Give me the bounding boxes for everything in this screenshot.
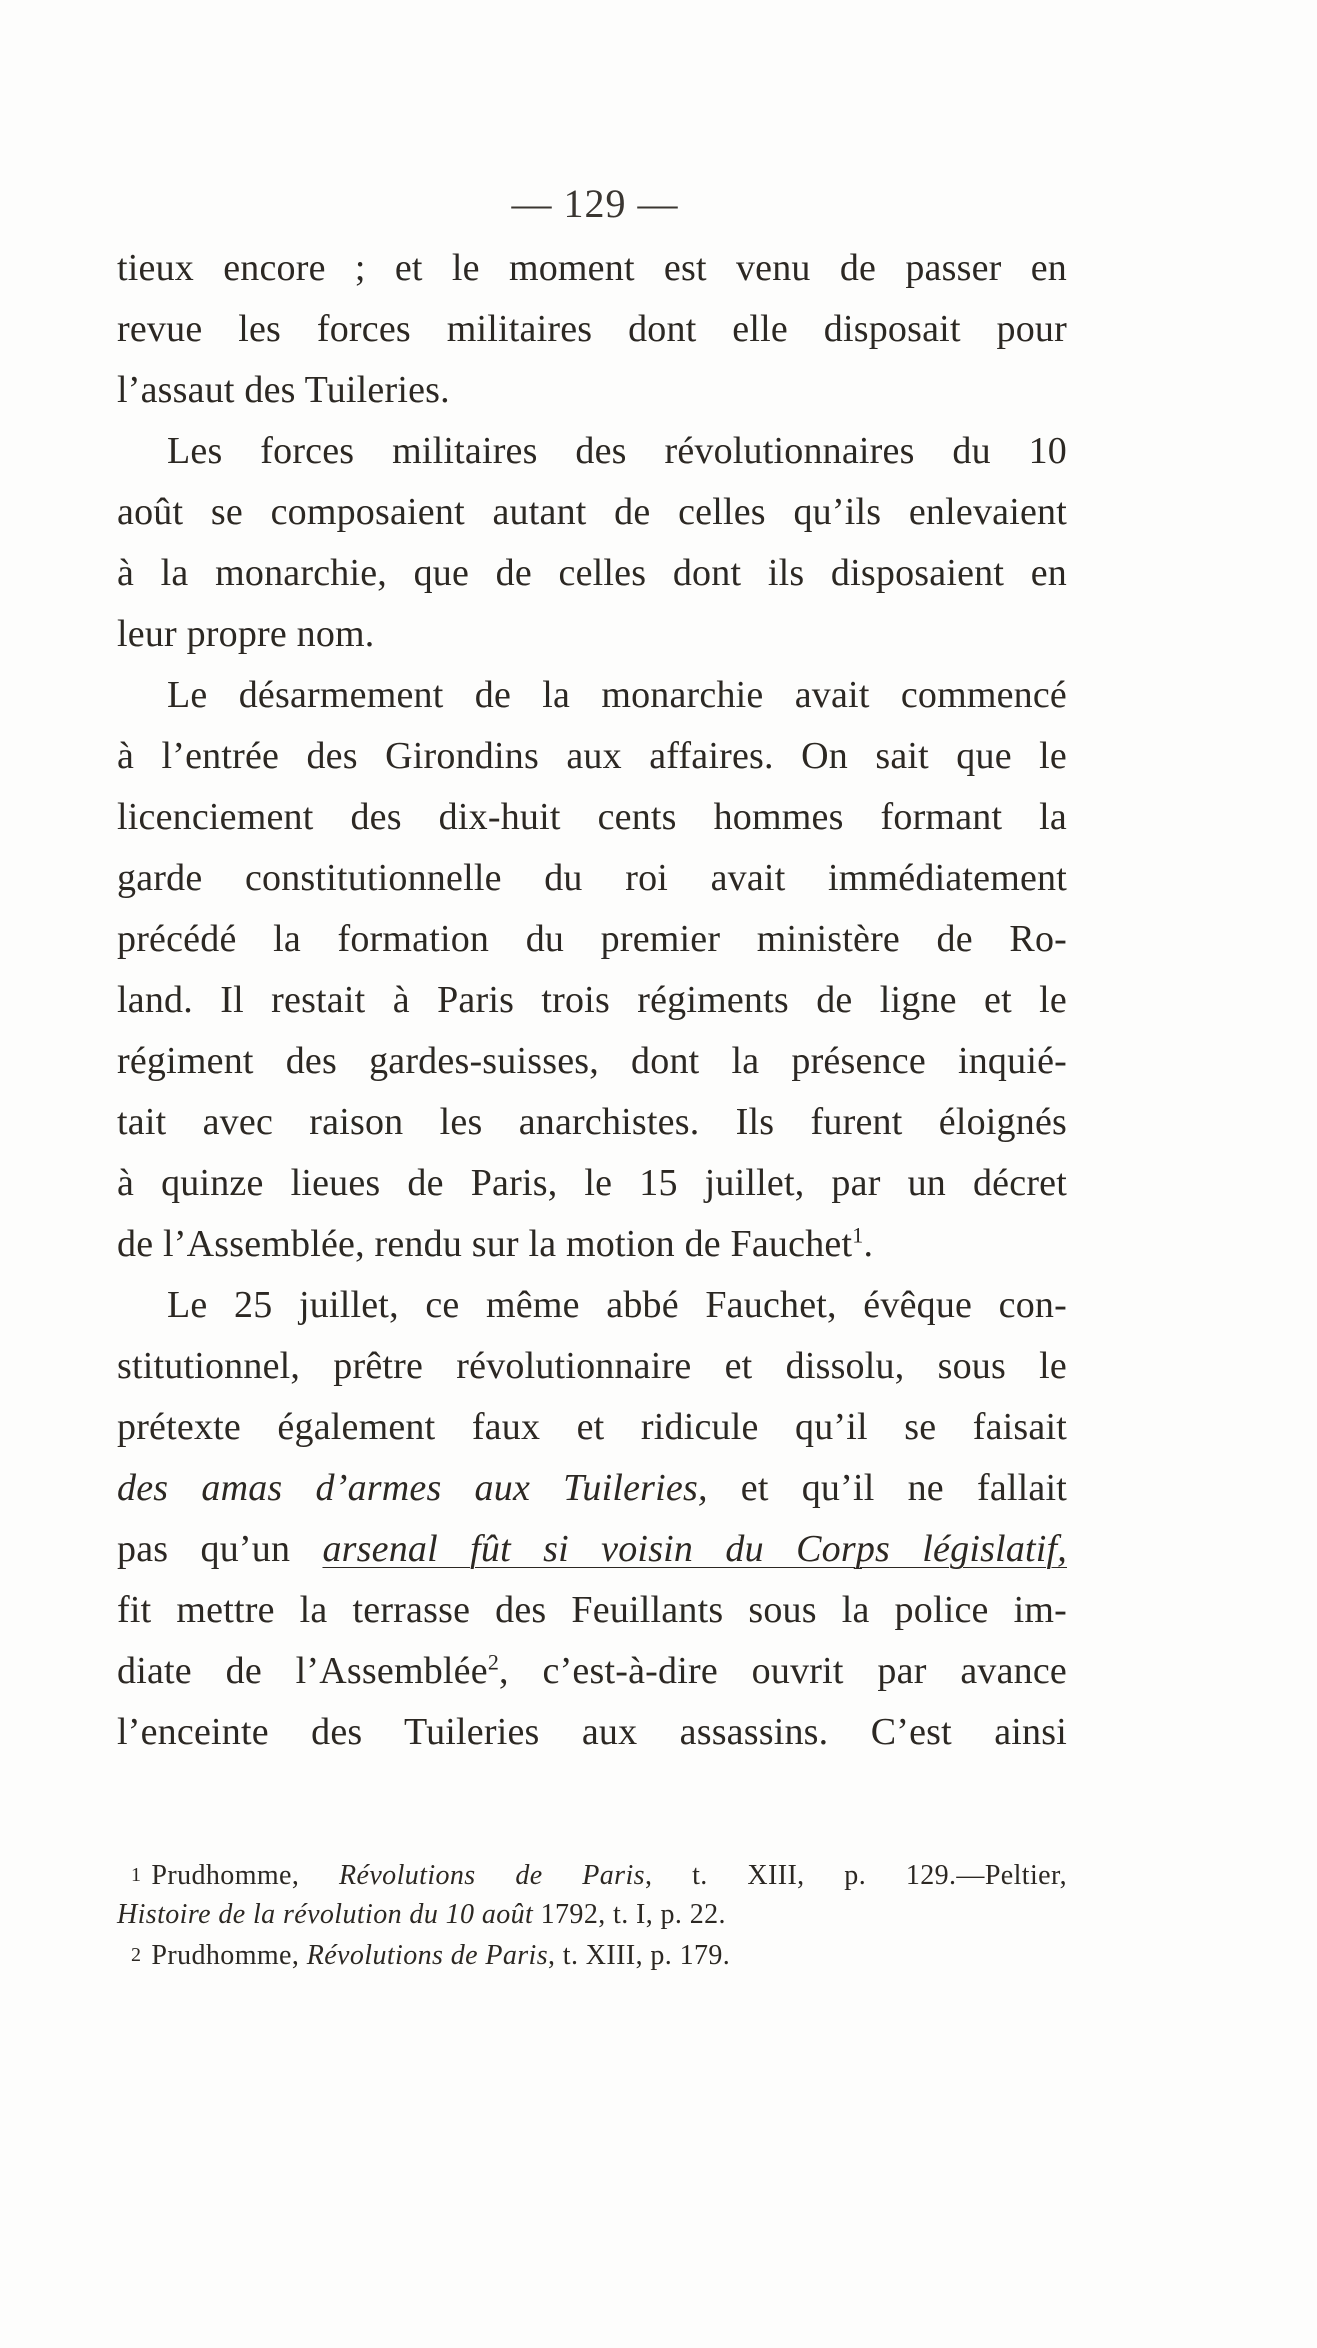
text-span: et qu’il ne fallait [707, 1467, 1067, 1509]
text-line: l’assaut des Tuileries. [117, 369, 450, 411]
text-line [117, 1214, 1067, 1275]
text-line: stitutionnel, prêtre révolutionnaire et dissolu, sous le [117, 1345, 1067, 1387]
footnote-title: Révolutions de Paris [306, 1940, 548, 1971]
footnote-text: Prudhomme, [151, 1860, 340, 1891]
text-span: pas qu’un [117, 1528, 323, 1570]
footnote-text: , t. XIII, p. 129.—Peltier, [644, 1860, 1067, 1891]
text-line: revue les forces militaires dont elle disposait pour [117, 308, 1067, 350]
text-line: tieux encore ; et le moment est venu de passer en [117, 247, 1067, 289]
footnote-2 [117, 1935, 1067, 1975]
text-span: , c’est-à-dire ouvrit par avance [499, 1650, 1067, 1692]
footnote-mark: 1 [131, 1864, 142, 1886]
text-line: prétexte également faux et ridicule qu’il se faisait [117, 1406, 1067, 1448]
footnote-1 [117, 1855, 1067, 1895]
footnotes [117, 1855, 1067, 1975]
text-line: à quinze lieues de Paris, le 15 juillet, par un décret [117, 1162, 1067, 1204]
text-line: licenciement des dix-huit cents hommes formant la [117, 796, 1067, 838]
footnote-mark: 2 [131, 1944, 142, 1966]
body-text [117, 238, 1067, 1763]
text-line [117, 1519, 1067, 1580]
text-line: à l’entrée des Girondins aux affaires. On sait que le [117, 735, 1067, 777]
text-line: tait avec raison les anarchistes. Ils furent éloignés [117, 1101, 1067, 1143]
italic-span: des amas d’armes aux Tuileries, [117, 1467, 708, 1509]
text-line [117, 1458, 1067, 1519]
text-line: l’enceinte des Tuileries aux assassins. C’est ainsi [117, 1711, 1067, 1753]
footnote-title: Révolutions de Paris [339, 1860, 645, 1891]
text-line: août se composaient autant de celles qu’ils enlevaient [117, 491, 1067, 533]
italic-underlined-span: arsenal fût si voisin du Corps législatif, [322, 1528, 1067, 1570]
text-line: Le désarmement de la monarchie avait commencé [167, 674, 1067, 716]
text-line: land. Il restait à Paris trois régiments de ligne et le [117, 979, 1067, 1021]
text-line: régiment des gardes-suisses, dont la présence inquié- [117, 1040, 1067, 1082]
text-line: Les forces militaires des révolutionnaires du 10 [167, 430, 1067, 472]
footnote-1-cont [117, 1895, 1067, 1935]
text-line [117, 1641, 1067, 1702]
text-line: à la monarchie, que de celles dont ils disposaient en [117, 552, 1067, 594]
text-line: leur propre nom. [117, 613, 375, 655]
footnote-ref: 2 [487, 1649, 500, 1675]
footnote-text: Prudhomme, [151, 1940, 307, 1971]
footnote-text: 1792, t. I, p. 22. [533, 1899, 726, 1930]
text-line: précédé la formation du premier ministère de Ro- [117, 918, 1067, 960]
text-span: diate de l’Assemblée [117, 1650, 488, 1692]
footnote-title: Histoire de la révolution du 10 août [117, 1899, 534, 1930]
page-number: — 129 — [511, 181, 679, 226]
text-line: Le 25 juillet, ce même abbé Fauchet, évêque con- [167, 1284, 1067, 1326]
footnote-text: , t. XIII, p. 179. [548, 1940, 731, 1971]
text-span: . [863, 1223, 874, 1265]
text-span: de l’Assemblée, rendu sur la motion de Fauchet [117, 1223, 853, 1265]
text-line: fit mettre la terrasse des Feuillants sous la police im- [117, 1589, 1067, 1631]
footnote-ref: 1 [852, 1222, 864, 1248]
text-line: garde constitutionnelle du roi avait immédiatement [117, 857, 1067, 899]
